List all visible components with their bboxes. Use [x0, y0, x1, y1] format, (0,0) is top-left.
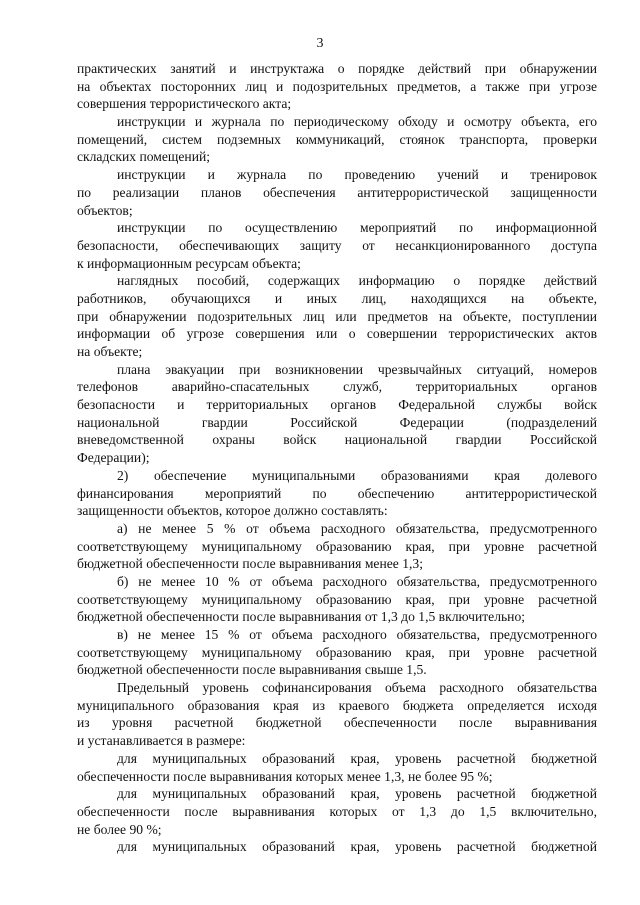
text-line: на объекте; — [77, 344, 143, 359]
text-line: в) не менее 15 % от объема расходного обязательства, предусмотренного — [117, 627, 597, 642]
text-line: к информационным ресурсам объекта; — [77, 255, 301, 271]
text-line: 2) обеспечение муниципальными образованиями края долевого — [117, 467, 597, 483]
text-line: национальной гвардии Российской Федерации (подразделений — [77, 414, 597, 430]
text-line: соответствующему муниципальному образованию края, при уровне расчетной — [77, 644, 597, 660]
text-line: Федерации); — [77, 450, 150, 466]
text-line: инструкции по осуществлению мероприятий по информационной — [117, 220, 597, 236]
text-line: и устанавливается в размере: — [77, 733, 246, 749]
text-line: соответствующему муниципальному образованию края, при уровне расчетной — [77, 591, 597, 607]
text-line: защищенности объектов, которое должно составлять: — [77, 503, 388, 519]
text-line: для муниципальных образований края, уровень расчетной бюджетной — [117, 839, 597, 855]
text-line: бюджетной обеспеченности после выравнивания свыше 1,5. — [77, 662, 427, 678]
text-line: при обнаружении подозрительных лиц или предметов на объекте, поступлении — [77, 308, 597, 324]
text-line: вневедомственной охраны войск национальной гвардии Российской — [77, 432, 597, 448]
text-line: инструкции и журнала по периодическому обходу и осмотру объекта, его — [117, 114, 597, 130]
text-line: для муниципальных образований края, уровень расчетной бюджетной — [117, 750, 597, 766]
text-line: б) не менее 10 % от объема расходного обязательства, предусмотренного — [117, 573, 597, 589]
text-line: финансирования мероприятий по обеспечению антитеррористической — [77, 485, 597, 501]
text-line: объектов; — [77, 202, 133, 218]
text-line: а) не менее 5 % от объема расходного обязательства, предусмотренного — [117, 520, 597, 536]
text-line: муниципального образования края из краевого бюджета определяется исходя — [77, 697, 597, 713]
text-line: телефонов аварийно-спасательных служб, территориальных органов — [77, 379, 597, 395]
text-line: работников, обучающихся и иных лиц, находящихся на объекте, — [77, 290, 597, 306]
page-number: 3 — [316, 36, 324, 51]
text-line: помещений, систем подземных коммуникаций, стоянок транспорта, проверки — [77, 131, 597, 147]
text-line: не более 90 %; — [77, 821, 162, 837]
text-line: обеспеченности после выравнивания которых от 1,3 до 1,5 включительно, — [77, 803, 597, 819]
text-line: безопасности и территориальных органов Федеральной службы войск — [77, 397, 597, 413]
document-body — [77, 60, 597, 856]
text-line: безопасности, обеспечивающих защиту от несанкционированного доступа — [77, 237, 597, 253]
text-line: на объектах посторонних лиц и подозрительных предметов, а также при угрозе — [77, 78, 597, 94]
text-line: инструкции и журнала по проведению учений и тренировок — [117, 167, 597, 183]
text-line: бюджетной обеспеченности после выравнивания от 1,3 до 1,5 включительно; — [77, 609, 526, 625]
text-line: по реализации планов обеспечения антитеррористической защищенности — [77, 184, 597, 200]
text-line: соответствующему муниципальному образованию края, при уровне расчетной — [77, 538, 597, 554]
text-line: наглядных пособий, содержащих информацию о порядке действий — [117, 273, 597, 289]
text-line: для муниципальных образований края, уровень расчетной бюджетной — [117, 786, 597, 802]
text-line: Предельный уровень софинансирования объема расходного обязательства — [117, 680, 597, 696]
text-line: практических занятий и инструктажа о порядке действий при обнаружении — [77, 61, 597, 76]
text-line: информации об угрозе совершения или о совершении террористических актов — [77, 326, 597, 342]
text-line: из уровня расчетной бюджетной обеспеченности после выравнивания — [77, 715, 597, 731]
text-line: обеспеченности после выравнивания которых менее 1,3, не более 95 %; — [77, 768, 493, 784]
text-line: складских помещений; — [77, 149, 211, 165]
text-line: бюджетной обеспеченности после выравнивания менее 1,3; — [77, 556, 423, 572]
text-line: плана эвакуации при возникновении чрезвычайных ситуаций, номеров — [117, 361, 597, 377]
text-line: совершения террористического акта; — [77, 96, 292, 112]
